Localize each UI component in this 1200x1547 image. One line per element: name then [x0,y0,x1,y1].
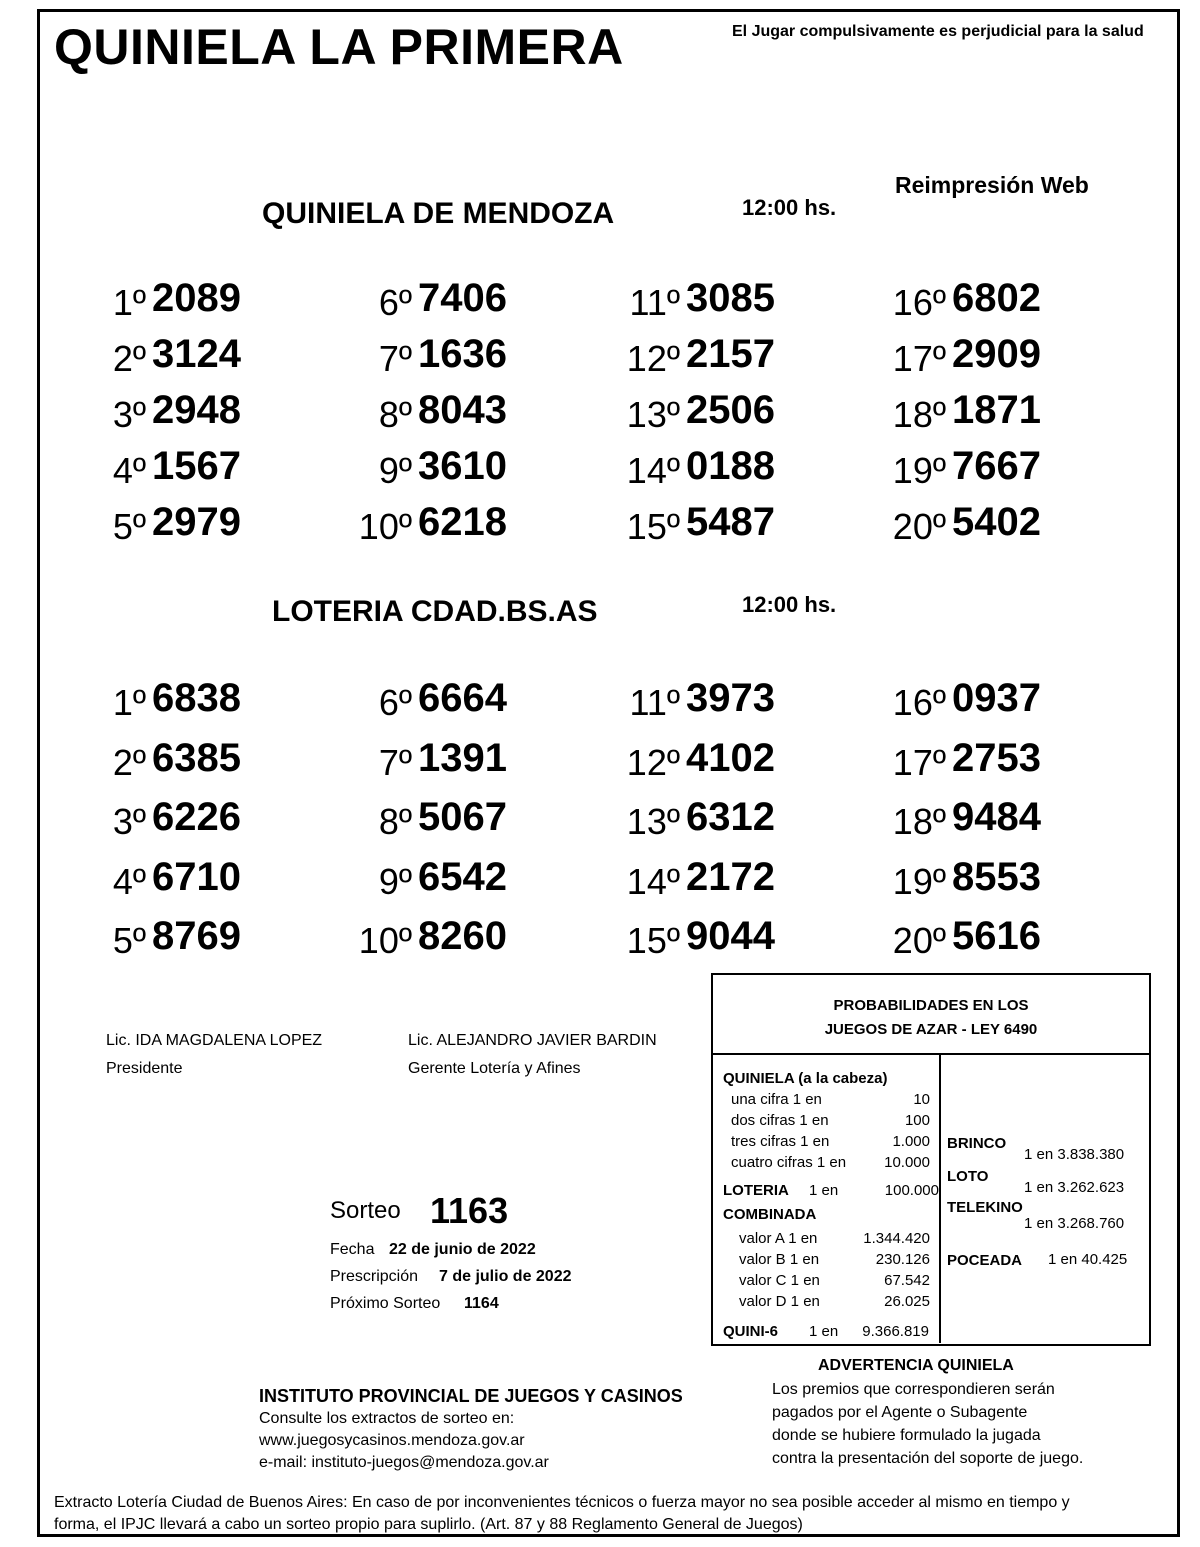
signature-left-name: Lic. IDA MAGDALENA LOPEZ [106,1032,323,1049]
telekino-prob-value: 1 en 3.268.760 [1024,1215,1125,1232]
result-position: 3º [112,394,146,435]
advertencia-line-3: donde se hubiere formulado la jugada [772,1427,1041,1444]
result-position: 16º [892,682,946,723]
combinada-prob-label: COMBINADA [723,1206,817,1223]
probabilities-title-2: JUEGOS DE AZAR - LEY 6490 [824,1021,1038,1038]
result-position: 9º [378,450,412,491]
result-number: 2979 [152,500,241,544]
result-position: 7º [378,338,412,379]
footer-line-1: Extracto Lotería Ciudad de Buenos Aires: En caso de por inconvenientes técnicos o fuerza mayor no sea posible acceder al mismo en tiempo y [54,1494,1070,1511]
advertencia-title: ADVERTENCIA QUINIELA [818,1357,1014,1374]
result-position: 19º [892,860,946,902]
result-number: 2089 [152,276,241,320]
result-position: 10º [358,920,412,961]
result-number: 7667 [952,444,1041,488]
result-number: 3973 [686,676,775,720]
signature-right-role: Gerente Lotería y Afines [408,1060,581,1077]
result-number: 2157 [686,332,775,376]
signature-left-role: Presidente [106,1060,183,1077]
proximo-sorteo-label: Próximo Sorteo [330,1295,441,1312]
result-position: 17º [892,741,946,783]
prob-row-label: cuatro cifras 1 en [731,1154,847,1171]
sorteo-label: Sorteo [330,1197,401,1224]
result-position: 7º [378,741,412,783]
prob-row-value: 10.000 [884,1154,930,1171]
result-number: 3124 [152,332,241,376]
result-position: 19º [892,450,946,491]
prescripcion-label: Prescripción [330,1268,419,1285]
prob-row-label: valor D 1 en [739,1293,820,1310]
probabilities-title-1: PROBABILIDADES EN LOS [833,997,1029,1014]
result-position: 1º [112,282,146,323]
poceada-prob-value: 1 en 40.425 [1048,1251,1128,1268]
fecha-label: Fecha [330,1241,375,1258]
sorteo-number: 1163 [430,1190,509,1231]
result-number: 2506 [686,388,775,432]
result-position: 12º [626,338,680,379]
result-position: 2º [112,338,146,379]
loteria-time: 12:00 hs. [742,592,837,617]
result-position: 14º [626,450,680,491]
result-position: 3º [112,801,146,842]
institute-website: www.juegosycasinos.mendoza.gov.ar [259,1432,525,1449]
advertencia-line-1: Los premios que correspondieren serán [772,1381,1055,1398]
result-position: 10º [358,506,412,547]
result-number: 1636 [418,332,507,376]
loteria-prob-text: 1 en [809,1182,839,1199]
prob-row-label: valor A 1 en [739,1230,818,1247]
institute-line-1: Consulte los extractos de sorteo en: [259,1410,515,1427]
prob-row-label: valor C 1 en [739,1272,820,1289]
prob-row-value: 100 [904,1112,930,1129]
result-number: 6664 [418,676,507,720]
result-number: 4102 [686,735,775,780]
result-position: 20º [892,920,946,961]
probabilities-divider [713,1053,1149,1055]
result-number: 5402 [952,500,1041,544]
proximo-sorteo-value: 1164 [464,1295,499,1312]
prob-row-label: tres cifras 1 en [731,1133,830,1150]
prob-row-label: valor B 1 en [739,1251,820,1268]
prob-row-value: 1.344.420 [863,1230,930,1247]
result-number: 1391 [418,735,507,780]
page-title: QUINIELA LA PRIMERA [54,19,624,75]
prescripcion-value: 7 de julio de 2022 [439,1268,572,1285]
result-position: 16º [892,282,946,323]
quini6-prob-value: 9.366.819 [862,1323,929,1340]
prob-row-value: 10 [913,1091,930,1108]
result-position: 11º [629,282,680,323]
prob-row-label: dos cifras 1 en [731,1112,829,1129]
quiniela-prob-label: QUINIELA (a la cabeza) [723,1070,888,1087]
result-number: 2948 [152,388,241,432]
result-number: 5487 [686,500,775,544]
advertencia-line-4: contra la presentación del soporte de juego. [772,1450,1084,1467]
result-number: 2172 [686,854,775,899]
mendoza-title: QUINIELA DE MENDOZA [262,197,615,230]
result-position: 12º [626,741,680,783]
result-number: 1567 [152,444,241,488]
result-number: 6218 [418,500,507,544]
result-position: 17º [892,338,946,379]
result-number: 5067 [418,795,507,839]
brinco-prob-label: BRINCO [947,1135,1007,1152]
reprint-label: Reimpresión Web [895,172,1089,198]
result-number: 9044 [686,914,775,958]
loteria-title: LOTERIA CDAD.BS.AS [272,595,598,628]
footer-line-2: forma, el IPJC llevará a cabo un sorteo propio para suplirlo. (Art. 87 y 88 Reglamento General de Juegos) [54,1516,803,1533]
advertencia-line-2: pagados por el Agente o Subagente [772,1404,1028,1421]
quini6-prob-text: 1 en [809,1323,839,1340]
probabilities-box [711,973,1151,1346]
result-position: 15º [626,506,680,547]
prob-row-value: 230.126 [875,1251,930,1268]
result-position: 18º [892,394,946,435]
result-position: 5º [112,920,146,961]
prob-row-label: una cifra 1 en [731,1091,822,1108]
result-number: 0937 [952,676,1041,720]
result-number: 6802 [952,276,1041,320]
signature-right-name: Lic. ALEJANDRO JAVIER BARDIN [408,1032,657,1049]
result-position: 8º [378,394,412,435]
result-position: 2º [112,741,146,783]
result-number: 8043 [418,388,507,432]
result-number: 6710 [152,854,241,899]
result-number: 6542 [418,854,507,899]
result-position: 4º [112,860,146,902]
result-number: 9484 [952,795,1041,839]
mendoza-time: 12:00 hs. [742,195,837,220]
fecha-value: 22 de junio de 2022 [389,1241,536,1258]
loto-prob-value: 1 en 3.262.623 [1024,1179,1125,1196]
result-position: 20º [892,506,946,547]
result-position: 14º [626,860,680,902]
loteria-prob-value: 100.000 [884,1182,939,1199]
result-number: 8260 [418,914,507,958]
loteria-prob-label: LOTERIA [723,1182,789,1199]
result-position: 6º [378,682,412,723]
result-number: 2753 [952,735,1041,780]
result-number: 6312 [686,795,775,839]
result-position: 13º [626,394,680,435]
result-number: 3610 [418,444,507,488]
result-position: 18º [892,801,946,842]
result-position: 8º [378,801,412,842]
institute-email: e-mail: instituto-juegos@mendoza.gov.ar [259,1454,549,1471]
poceada-prob-label: POCEADA [947,1252,1023,1269]
institute-name: INSTITUTO PROVINCIAL DE JUEGOS Y CASINOS [259,1386,683,1406]
result-position: 4º [112,450,146,491]
result-number: 5616 [952,914,1041,958]
result-number: 1871 [952,388,1041,432]
result-number: 6838 [152,676,241,720]
result-position: 11º [629,682,680,723]
result-number: 7406 [418,276,507,320]
telekino-prob-label: TELEKINO [947,1199,1023,1216]
result-position: 15º [626,920,680,961]
result-number: 6226 [152,795,241,839]
loto-prob-label: LOTO [947,1168,989,1185]
result-number: 8553 [952,854,1041,899]
health-warning: El Jugar compulsivamente es perjudicial para la salud [732,23,1144,40]
prob-row-value: 1.000 [892,1133,930,1150]
prob-row-value: 26.025 [884,1293,930,1310]
result-position: 13º [626,801,680,842]
result-number: 0188 [686,444,775,488]
result-number: 6385 [152,735,241,780]
quini6-prob-label: QUINI-6 [723,1323,779,1340]
result-position: 9º [378,860,412,902]
result-position: 1º [112,682,146,723]
result-number: 3085 [686,276,775,320]
probabilities-column-divider [939,1053,941,1343]
result-number: 8769 [152,914,241,958]
result-position: 5º [112,506,146,547]
brinco-prob-value: 1 en 3.838.380 [1024,1146,1125,1163]
result-position: 6º [378,282,412,323]
prob-row-value: 67.542 [884,1272,930,1289]
result-number: 2909 [952,332,1041,376]
